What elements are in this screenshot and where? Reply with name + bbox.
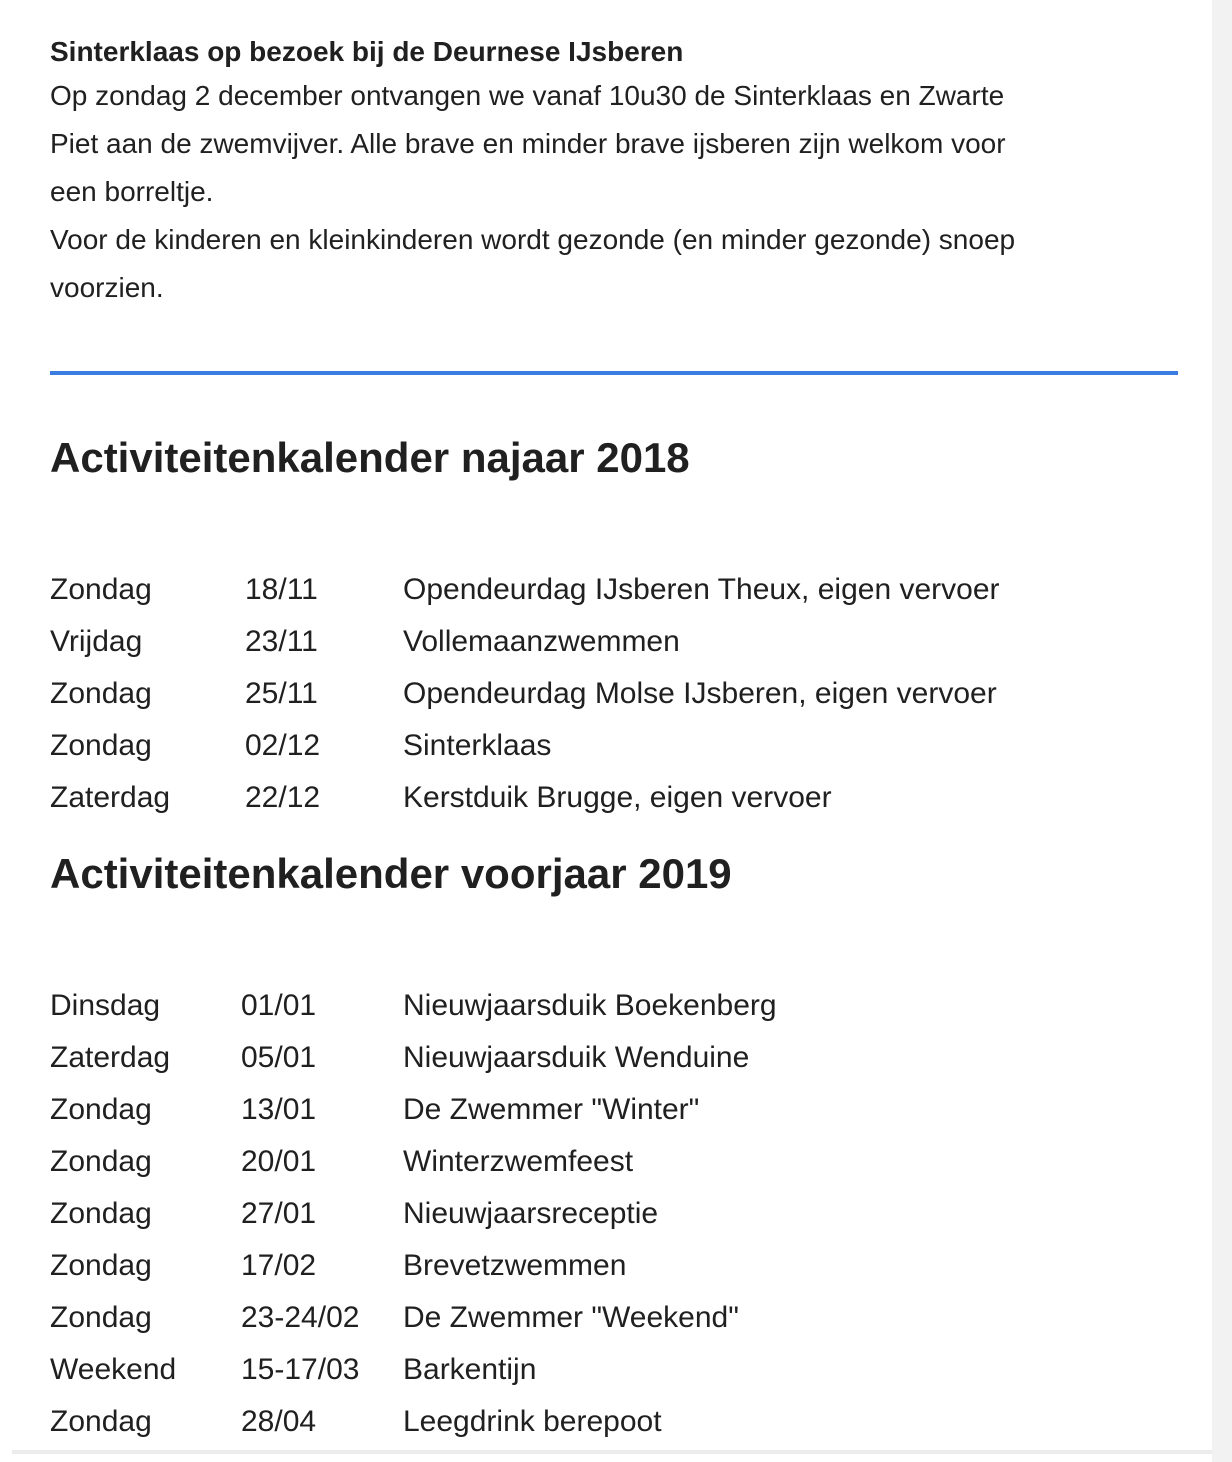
date-cell: 13/01 [241, 1093, 317, 1126]
intro-line: voorzien. [50, 272, 164, 303]
date-cell: 01/01 [241, 989, 317, 1022]
day-cell: Zondag [50, 573, 152, 606]
table-row [50, 668, 1000, 720]
day-cell: Zondag [50, 677, 152, 710]
date-cell: 28/04 [241, 1405, 317, 1438]
intro-line: een borreltje. [50, 176, 214, 207]
day-cell: Zondag [50, 1249, 152, 1282]
page-bottom-edge [12, 1450, 1212, 1454]
page-right-edge [1212, 0, 1232, 1462]
table-row [50, 1240, 777, 1292]
event-cell: Kerstduik Brugge, eigen vervoer [403, 781, 832, 814]
calendar-table-voorjaar-2019 [50, 980, 777, 1448]
table-row [50, 1188, 777, 1240]
intro-line: Voor de kinderen en kleinkinderen wordt gezonde (en minder gezonde) snoep [50, 224, 1016, 255]
intro-line: Piet aan de zwemvijver. Alle brave en minder brave ijsberen zijn welkom voor [50, 128, 1006, 159]
date-cell: 17/02 [241, 1249, 317, 1282]
event-cell: Barkentijn [403, 1353, 537, 1386]
day-cell: Zaterdag [50, 781, 171, 814]
day-cell: Dinsdag [50, 989, 161, 1022]
table-row [50, 1136, 777, 1188]
event-cell: Leegdrink berepoot [403, 1405, 662, 1438]
day-cell: Zaterdag [50, 1041, 171, 1074]
day-cell: Zondag [50, 1405, 152, 1438]
table-row [50, 1396, 777, 1448]
event-cell: Brevetzwemmen [403, 1249, 627, 1282]
date-cell: 22/12 [245, 781, 321, 814]
event-cell: De Zwemmer "Weekend" [403, 1301, 739, 1334]
event-cell: Opendeurdag Molse IJsberen, eigen vervoer [403, 677, 997, 710]
event-cell: Sinterklaas [403, 729, 552, 762]
day-cell: Zondag [50, 1197, 152, 1230]
table-row [50, 1344, 777, 1396]
event-cell: Winterzwemfeest [403, 1145, 634, 1178]
event-cell: De Zwemmer "Winter" [403, 1093, 700, 1126]
table-row [50, 1084, 777, 1136]
section-divider [50, 371, 1178, 375]
event-cell: Opendeurdag IJsberen Theux, eigen vervoer [403, 573, 1000, 606]
table-row [50, 772, 1000, 824]
date-cell: 05/01 [241, 1041, 317, 1074]
date-cell: 15-17/03 [241, 1353, 360, 1386]
day-cell: Zondag [50, 1145, 152, 1178]
date-cell: 23-24/02 [241, 1301, 360, 1334]
event-cell: Vollemaanzwemmen [403, 625, 680, 658]
date-cell: 20/01 [241, 1145, 317, 1178]
table-row [50, 1032, 777, 1084]
date-cell: 18/11 [245, 573, 318, 606]
table-row [50, 616, 1000, 668]
intro-block [50, 32, 1178, 312]
intro-line: Op zondag 2 december ontvangen we vanaf 10u30 de Sinterklaas en Zwarte [50, 80, 1005, 111]
table-row [50, 720, 1000, 772]
calendar-table-najaar-2018 [50, 564, 1000, 824]
date-cell: 25/11 [245, 677, 318, 710]
day-cell: Weekend [50, 1353, 177, 1386]
date-cell: 27/01 [241, 1197, 317, 1230]
day-cell: Zondag [50, 729, 152, 762]
event-cell: Nieuwjaarsduik Wenduine [403, 1041, 750, 1074]
date-cell: 23/11 [245, 625, 318, 658]
section-title-najaar-2018: Activiteitenkalender najaar 2018 [50, 434, 690, 481]
date-cell: 02/12 [245, 729, 321, 762]
intro-title: Sinterklaas op bezoek bij de Deurnese IJsberen [50, 36, 684, 67]
day-cell: Vrijdag [50, 625, 143, 658]
section-title-voorjaar-2019: Activiteitenkalender voorjaar 2019 [50, 850, 732, 897]
day-cell: Zondag [50, 1093, 152, 1126]
table-row [50, 564, 1000, 616]
event-cell: Nieuwjaarsreceptie [403, 1197, 659, 1230]
newsletter-content [50, 32, 1178, 1438]
table-row [50, 1292, 777, 1344]
event-cell: Nieuwjaarsduik Boekenberg [403, 989, 777, 1022]
table-row [50, 980, 777, 1032]
day-cell: Zondag [50, 1301, 152, 1334]
